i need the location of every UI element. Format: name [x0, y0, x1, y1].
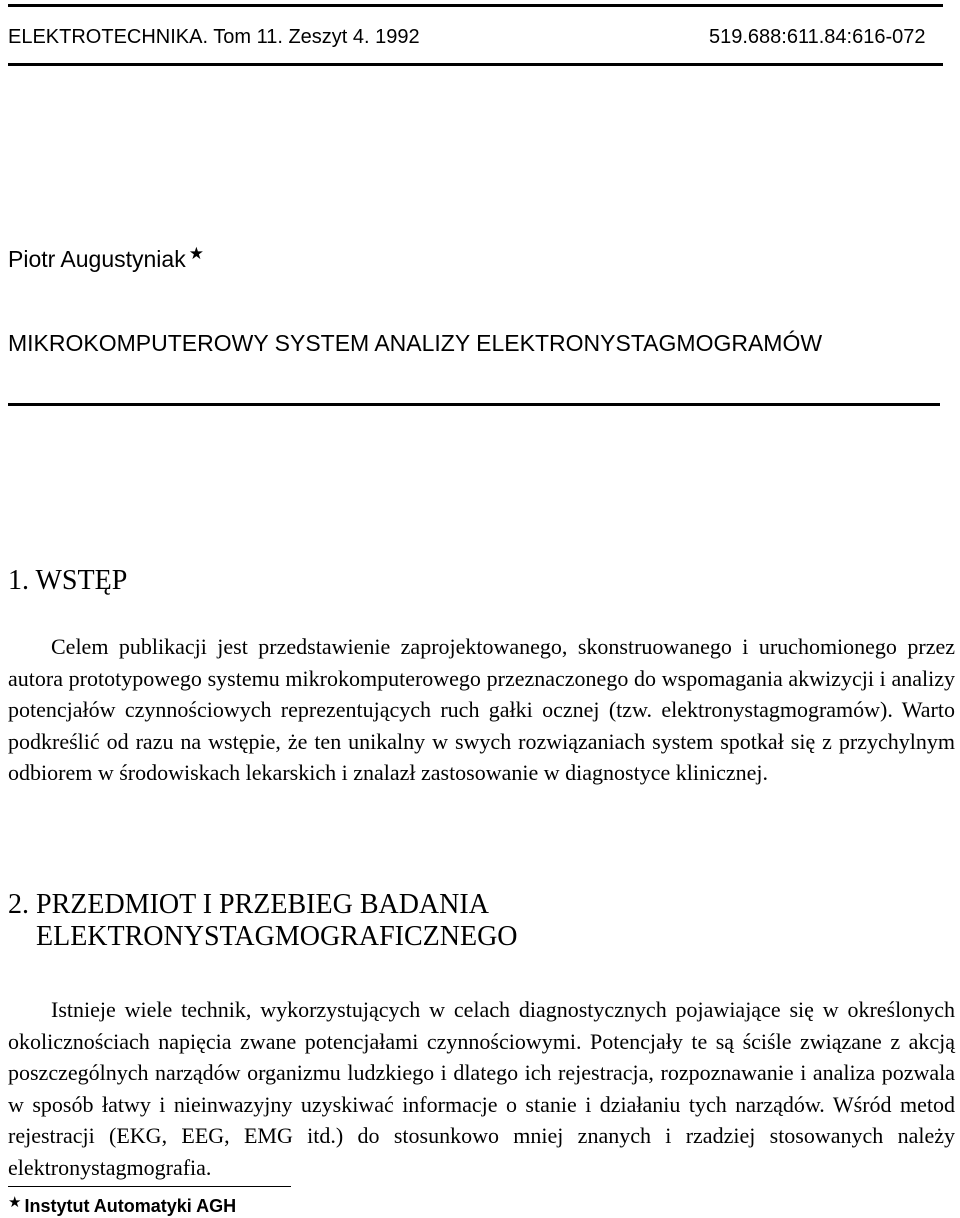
footnote: [8, 1193, 236, 1217]
title-rule: [8, 403, 940, 406]
article-title: MIKROKOMPUTEROWY SYSTEM ANALIZY ELEKTRONYSTAGMOGRAMÓW: [8, 330, 823, 356]
section-2-heading: [8, 889, 608, 953]
author-name: Piotr Augustyniak: [8, 246, 186, 272]
footnote-affiliation: Instytut Automatyki AGH: [24, 1196, 237, 1216]
journal-reference: ELEKTROTECHNIKA. Tom 11. Zeszyt 4. 1992: [8, 26, 420, 48]
header-bottom-rule: [8, 63, 943, 66]
section-2-paragraph: Istnieje wiele technik, wykorzystujących w celach diagnostycznych pojawiające się w określonych okolicznościach napięcia zwane potencjałami czynnościowymi. Potencjały te są ściśle związane z akcją poszczególnych narządów organizmu ludzkiego i dlatego ich rejestracja, rozpoznawanie i analiza pozwala w sposób łatwy i nieinwazyjny uzyskiwać informacje o stanie i działaniu tych narządów. Wśród metod rejestracji (EKG, EEG, EMG itd.) do stosunkowo mniej znanych i rzadziej stosowanych należy elektronystagmografia.: [8, 997, 955, 1180]
author-footnote-star-icon: ★: [188, 244, 204, 263]
footnote-rule: [8, 1186, 291, 1187]
udc-classification: 519.688:611.84:616-072: [709, 26, 926, 48]
section-2-heading-line-1: 2. PRZEDMIOT I PRZEBIEG BADANIA: [8, 889, 489, 920]
section-1-heading: 1. WSTĘP: [8, 565, 128, 596]
section-1-paragraph: Celem publikacji jest przedstawienie zaprojektowanego, skonstruowanego i uruchomionego przez autora prototypowego systemu mikrokomputerowego przeznaczonego do wspomagania akwizycji i analizy potencjałów czynnościowych reprezentujących ruch gałki ocznej (tzw. elektronystagmogramów). Warto podkreślić od razu na wstępie, że ten unikalny w swych rozwiązaniach system spotkał się z przychylnym odbiorem w środowiskach lekarskich i znalazł zastosowanie w diagnostyce klinicznej.: [8, 634, 955, 786]
header-top-rule: [8, 4, 943, 7]
section-2-heading-line-2: ELEKTRONYSTAGMOGRAFICZNEGO: [36, 921, 518, 952]
author-line: [8, 244, 204, 273]
footnote-star-icon: ★: [8, 1194, 22, 1211]
